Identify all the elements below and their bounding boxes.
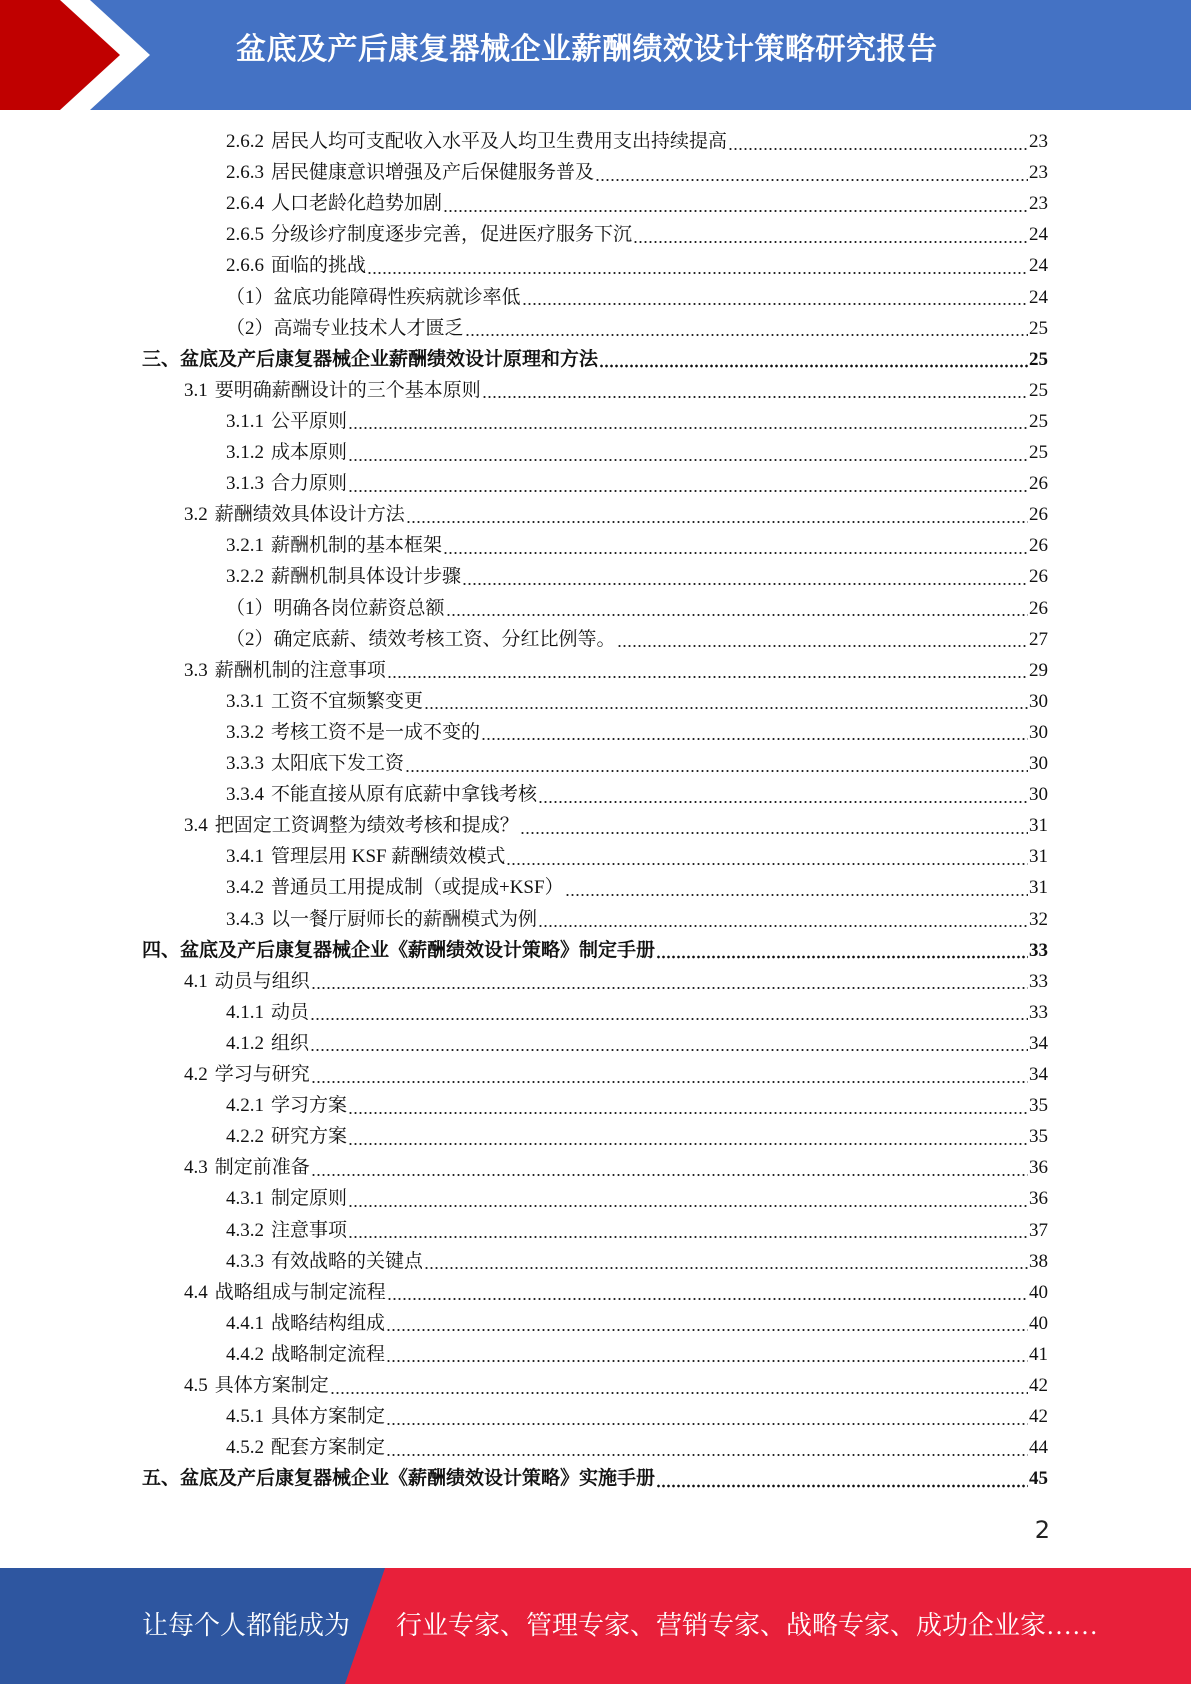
- toc-entry-title: 薪酬机制的注意事项: [214, 659, 386, 681]
- toc-entry-number: 4.2: [184, 1064, 208, 1085]
- toc-entry-title: 面临的挑战: [271, 255, 367, 277]
- toc-entry-number: 4.2.1: [226, 1095, 264, 1117]
- toc-entry[interactable]: [226, 686, 1048, 717]
- toc-entry[interactable]: [184, 1370, 1048, 1401]
- toc-entry-title: （2）确定底薪、绩效考核工资、分红比例等。: [226, 628, 616, 650]
- toc-dot-leader: [311, 1065, 1028, 1085]
- footer-slogan-left: 让每个人都能成为: [142, 1611, 351, 1640]
- toc-entry[interactable]: [184, 375, 1048, 406]
- toc-entry-page: 40: [1029, 1312, 1048, 1334]
- toc-dot-leader: [406, 505, 1028, 525]
- toc-entry[interactable]: [226, 1246, 1048, 1277]
- toc-entry-title: 四、盆底及产后康复器械企业《薪酬绩效设计策略》制定手册: [142, 939, 656, 961]
- toc-entry[interactable]: [226, 1183, 1048, 1214]
- toc-entry[interactable]: [226, 841, 1048, 872]
- toc-entry-number: 2.6.3: [226, 162, 264, 184]
- toc-entry-title: 注意事项: [271, 1219, 348, 1241]
- toc-entry-number: 2.6.6: [226, 255, 264, 277]
- toc-entry-number: 2.6.4: [226, 193, 264, 215]
- toc-entry[interactable]: [184, 966, 1048, 997]
- toc-entry-number: 3.3.2: [226, 721, 264, 743]
- document-title: 盆底及产后康复器械企业薪酬绩效设计策略研究报告: [236, 32, 938, 67]
- toc-entry-page: 30: [1029, 784, 1048, 806]
- toc-entry-title: 工资不宜频繁变更: [271, 690, 424, 712]
- toc-entry[interactable]: [226, 468, 1048, 499]
- toc-entry-title: 制定原则: [271, 1188, 348, 1210]
- toc-entry-title: 战略结构组成: [271, 1312, 386, 1334]
- toc-entry-number: 3.3.1: [226, 690, 264, 712]
- toc-entry-number: 3.2.2: [226, 566, 264, 588]
- toc-entry-number: 3.3.4: [226, 784, 264, 806]
- toc-dot-leader: [522, 287, 1028, 307]
- toc-entry[interactable]: [226, 1308, 1048, 1339]
- toc-entry-title: 组织: [271, 1032, 310, 1054]
- toc-entry-number: 2.6.2: [226, 131, 264, 152]
- toc-entry-title: 考核工资不是一成不变的: [271, 721, 481, 743]
- toc-entry[interactable]: [226, 1401, 1048, 1432]
- toc-entry-page: 25: [1029, 410, 1048, 432]
- toc-entry[interactable]: [226, 219, 1048, 250]
- toc-entry-page: 26: [1029, 504, 1048, 526]
- toc-dot-leader: [330, 1376, 1028, 1396]
- toc-dot-leader: [348, 1189, 1028, 1209]
- toc-entry-title: 居民人均可支配收入水平及人均卫生费用支出持续提高: [271, 131, 728, 152]
- header-arrow-decoration: [0, 0, 160, 110]
- toc-entry-title: 普通员工用提成制（或提成+KSF）: [271, 877, 564, 899]
- toc-entry-page: 25: [1029, 348, 1048, 370]
- toc-dot-leader: [617, 629, 1028, 649]
- toc-entry[interactable]: [226, 624, 1048, 655]
- toc-entry-title: （1）盆底功能障碍性疾病就诊率低: [226, 286, 521, 308]
- toc-entry[interactable]: [184, 499, 1048, 530]
- toc-dot-leader: [595, 163, 1028, 183]
- toc-dot-leader: [311, 1158, 1028, 1178]
- toc-dot-leader: [311, 971, 1028, 991]
- toc-dot-leader: [386, 1344, 1028, 1364]
- toc-entry-number: 4.5.1: [226, 1406, 264, 1428]
- toc-entry-page: 33: [1029, 970, 1048, 992]
- toc-entry-title: 薪酬机制具体设计步骤: [271, 566, 462, 588]
- toc-entry-title: 制定前准备: [214, 1157, 310, 1179]
- toc-entry-title: 配套方案制定: [271, 1437, 386, 1459]
- toc-dot-leader: [506, 847, 1028, 867]
- toc-entry[interactable]: [226, 717, 1048, 748]
- toc-entry-page: 42: [1029, 1406, 1048, 1428]
- toc-entry-page: 26: [1029, 597, 1048, 619]
- toc-entry-number: 3.2: [184, 504, 208, 526]
- toc-entry[interactable]: [226, 437, 1048, 468]
- toc-entry-page: 24: [1029, 286, 1048, 308]
- toc-dot-leader: [424, 691, 1028, 711]
- toc-entry-page: 26: [1029, 566, 1048, 588]
- toc-entry-title: 不能直接从原有底薪中拿钱考核: [271, 784, 538, 806]
- toc-entry-page: 41: [1029, 1343, 1048, 1365]
- toc-entry-number: 4.5: [184, 1375, 208, 1396]
- toc-dot-leader: [310, 1002, 1028, 1022]
- toc-entry-number: 3.4.3: [226, 908, 264, 930]
- toc-entry-title: 薪酬绩效具体设计方法: [214, 504, 405, 526]
- toc-entry-page: 31: [1029, 815, 1048, 837]
- toc-entry-number: 4.1.1: [226, 1001, 264, 1023]
- toc-entry-page: 36: [1029, 1188, 1048, 1210]
- toc-entry[interactable]: [226, 872, 1048, 903]
- toc-dot-leader: [446, 598, 1028, 618]
- toc-dot-leader: [728, 132, 1028, 152]
- toc-dot-leader: [538, 785, 1028, 805]
- toc-entry-title: 居民健康意识增强及产后保健服务普及: [271, 162, 595, 184]
- toc-entry-title: 三、盆底及产后康复器械企业薪酬绩效设计原理和方法: [142, 348, 599, 370]
- toc-entry-title: 太阳底下发工资: [271, 753, 405, 774]
- toc-entry-title: 动员与组织: [214, 970, 310, 992]
- toc-entry-title: 合力原则: [271, 473, 348, 495]
- toc-entry[interactable]: [226, 997, 1048, 1028]
- toc-dot-leader: [538, 909, 1028, 929]
- toc-dot-leader: [386, 1407, 1028, 1427]
- toc-entry-number: 4.3: [184, 1157, 208, 1179]
- toc-entry[interactable]: [226, 561, 1048, 592]
- toc-entry-page: 35: [1029, 1095, 1048, 1117]
- toc-entry-number: 4.5.2: [226, 1437, 264, 1459]
- toc-entry-title: 分级诊疗制度逐步完善，促进医疗服务下沉: [271, 224, 633, 246]
- toc-entry-title: 有效战略的关键点: [271, 1250, 424, 1272]
- toc-entry-page: 30: [1029, 690, 1048, 712]
- toc-entry[interactable]: [226, 1339, 1048, 1370]
- toc-dot-leader: [520, 816, 1028, 836]
- toc-entry[interactable]: [226, 779, 1048, 810]
- toc-entry-page: 26: [1029, 535, 1048, 557]
- toc-entry-page: 25: [1029, 442, 1048, 463]
- toc-entry-page: 23: [1029, 131, 1048, 152]
- toc-entry-page: 25: [1029, 379, 1048, 401]
- toc-entry[interactable]: [142, 344, 1048, 375]
- toc-dot-leader: [348, 1127, 1028, 1147]
- toc-entry-title: 五、盆底及产后康复器械企业《薪酬绩效设计策略》实施手册: [142, 1468, 656, 1490]
- toc-dot-leader: [386, 1438, 1028, 1458]
- toc-entry-title: 学习与研究: [214, 1064, 310, 1085]
- toc-dot-leader: [310, 1033, 1028, 1053]
- footer-slogan-right: 行业专家、管理专家、营销专家、战略专家、成功企业家……: [396, 1611, 1099, 1640]
- toc-entry-number: 3.4.1: [226, 846, 264, 868]
- toc-entry-page: 34: [1029, 1064, 1048, 1085]
- toc-entry-title: 以一餐厅厨师长的薪酬模式为例: [271, 908, 538, 930]
- toc-entry-page: 44: [1029, 1437, 1048, 1459]
- toc-entry-number: 3.3.3: [226, 753, 264, 774]
- toc-entry-title: 成本原则: [271, 442, 348, 463]
- toc-entry-number: 4.1.2: [226, 1032, 264, 1054]
- toc-entry-title: 把固定工资调整为绩效考核和提成？: [214, 815, 519, 837]
- toc-entry-number: 3.1.3: [226, 473, 264, 495]
- toc-entry-page: 31: [1029, 877, 1048, 899]
- toc-entry[interactable]: [226, 282, 1048, 313]
- toc-entry-number: 3.2.1: [226, 535, 264, 557]
- toc-entry-page: 27: [1029, 628, 1048, 650]
- toc-entry-page: 29: [1029, 659, 1048, 681]
- toc-entry-number: 4.3.3: [226, 1250, 264, 1272]
- toc-entry[interactable]: [226, 1090, 1048, 1121]
- toc-entry[interactable]: [226, 904, 1048, 935]
- toc-entry-page: 33: [1029, 939, 1048, 961]
- toc-entry-page: 24: [1029, 255, 1048, 277]
- toc-entry-number: 4.4: [184, 1281, 208, 1303]
- toc-entry-title: （2）高端专业技术人才匮乏: [226, 317, 464, 339]
- toc-entry[interactable]: [184, 1152, 1048, 1183]
- toc-entry-title: 要明确薪酬设计的三个基本原则: [214, 379, 481, 401]
- toc-entry-page: 30: [1029, 721, 1048, 743]
- toc-entry-number: 4.2.2: [226, 1126, 264, 1148]
- toc-entry[interactable]: [184, 810, 1048, 841]
- toc-dot-leader: [387, 1282, 1028, 1302]
- toc-entry[interactable]: [142, 1463, 1048, 1494]
- toc-entry[interactable]: [226, 157, 1048, 188]
- toc-dot-leader: [462, 567, 1028, 587]
- toc-entry-page: 40: [1029, 1281, 1048, 1303]
- toc-entry-title: （1）明确各岗位薪资总额: [226, 597, 445, 619]
- toc-entry-title: 公平原则: [271, 410, 348, 432]
- toc-entry-title: 具体方案制定: [271, 1406, 386, 1428]
- toc-entry-number: 3.4.2: [226, 877, 264, 899]
- toc-dot-leader: [565, 878, 1028, 898]
- toc-entry-title: 学习方案: [271, 1095, 348, 1117]
- toc-entry-page: 45: [1029, 1468, 1048, 1490]
- toc-dot-leader: [405, 754, 1028, 774]
- toc-dot-leader: [348, 1096, 1028, 1116]
- toc-entry-page: 24: [1029, 224, 1048, 246]
- toc-entry-page: 33: [1029, 1001, 1048, 1023]
- toc-entry[interactable]: [226, 1121, 1048, 1152]
- toc-entry-page: 37: [1029, 1219, 1048, 1241]
- toc-entry-number: 3.1: [184, 379, 208, 401]
- toc-dot-leader: [481, 722, 1028, 742]
- toc-entry-number: 4.4.1: [226, 1312, 264, 1334]
- page-footer: [0, 1568, 1191, 1684]
- toc-dot-leader: [367, 256, 1028, 276]
- toc-entry-title: 战略组成与制定流程: [214, 1281, 386, 1303]
- toc-entry-page: 23: [1029, 193, 1048, 215]
- toc-entry-number: 3.3: [184, 659, 208, 681]
- toc-dot-leader: [348, 443, 1028, 463]
- toc-entry-number: 3.1.1: [226, 410, 264, 432]
- toc-entry-title: 战略制定流程: [271, 1343, 386, 1365]
- toc-entry[interactable]: [226, 313, 1048, 344]
- toc-dot-leader: [348, 411, 1028, 431]
- toc-dot-leader: [387, 660, 1028, 680]
- toc-entry-page: 30: [1029, 753, 1048, 774]
- toc-entry[interactable]: [142, 935, 1048, 966]
- toc-entry-number: 3.4: [184, 815, 208, 837]
- toc-entry-number: 4.3.2: [226, 1219, 264, 1241]
- toc-entry-title: 人口老龄化趋势加剧: [271, 193, 443, 215]
- toc-entry-page: 26: [1029, 473, 1048, 495]
- toc-dot-leader: [465, 318, 1028, 338]
- toc-entry[interactable]: [226, 188, 1048, 219]
- toc-entry-title: 动员: [271, 1001, 310, 1023]
- toc-entry[interactable]: [226, 1215, 1048, 1246]
- toc-dot-leader: [443, 194, 1028, 214]
- toc-entry[interactable]: [226, 530, 1048, 561]
- toc-dot-leader: [599, 349, 1028, 369]
- toc-dot-leader: [656, 1469, 1028, 1489]
- toc-entry-page: 23: [1029, 162, 1048, 184]
- toc-dot-leader: [656, 940, 1028, 960]
- toc-entry[interactable]: [184, 1059, 1048, 1090]
- toc-dot-leader: [386, 1313, 1028, 1333]
- toc-entry-number: 2.6.5: [226, 224, 264, 246]
- toc-entry-page: 36: [1029, 1157, 1048, 1179]
- toc-entry-title: 具体方案制定: [214, 1375, 329, 1396]
- toc-entry-title: 薪酬机制的基本框架: [271, 535, 443, 557]
- page-header: [0, 0, 1191, 110]
- toc-entry[interactable]: [226, 126, 1048, 157]
- toc-entry-page: 34: [1029, 1032, 1048, 1054]
- toc-entry[interactable]: [226, 406, 1048, 437]
- toc-dot-leader: [443, 536, 1028, 556]
- toc-entry-page: 38: [1029, 1250, 1048, 1272]
- toc-entry-number: 4.4.2: [226, 1343, 264, 1365]
- toc-dot-leader: [633, 225, 1028, 245]
- toc-entry-number: 3.1.2: [226, 442, 264, 463]
- toc-entry-number: 4.3.1: [226, 1188, 264, 1210]
- toc-entry[interactable]: [184, 1277, 1048, 1308]
- toc-dot-leader: [348, 474, 1028, 494]
- toc-entry-title: 研究方案: [271, 1126, 348, 1148]
- toc-dot-leader: [424, 1251, 1028, 1271]
- toc-entry[interactable]: [226, 1028, 1048, 1059]
- toc-entry-page: 25: [1029, 317, 1048, 339]
- toc-entry[interactable]: [226, 748, 1048, 779]
- toc-entry-page: 35: [1029, 1126, 1048, 1148]
- toc-entry-page: 31: [1029, 846, 1048, 868]
- toc-entry-number: 4.1: [184, 970, 208, 992]
- toc-entry[interactable]: [184, 655, 1048, 686]
- toc-entry[interactable]: [226, 1432, 1048, 1463]
- toc-dot-leader: [348, 1220, 1028, 1240]
- page-number: 2: [1034, 1516, 1050, 1544]
- toc-entry[interactable]: [226, 593, 1048, 624]
- toc-entry-page: 42: [1029, 1375, 1048, 1396]
- toc-dot-leader: [482, 380, 1028, 400]
- toc-entry[interactable]: [226, 250, 1048, 281]
- toc-entry-title: 管理层用 KSF 薪酬绩效模式: [271, 846, 506, 868]
- toc-entry-page: 32: [1029, 908, 1048, 930]
